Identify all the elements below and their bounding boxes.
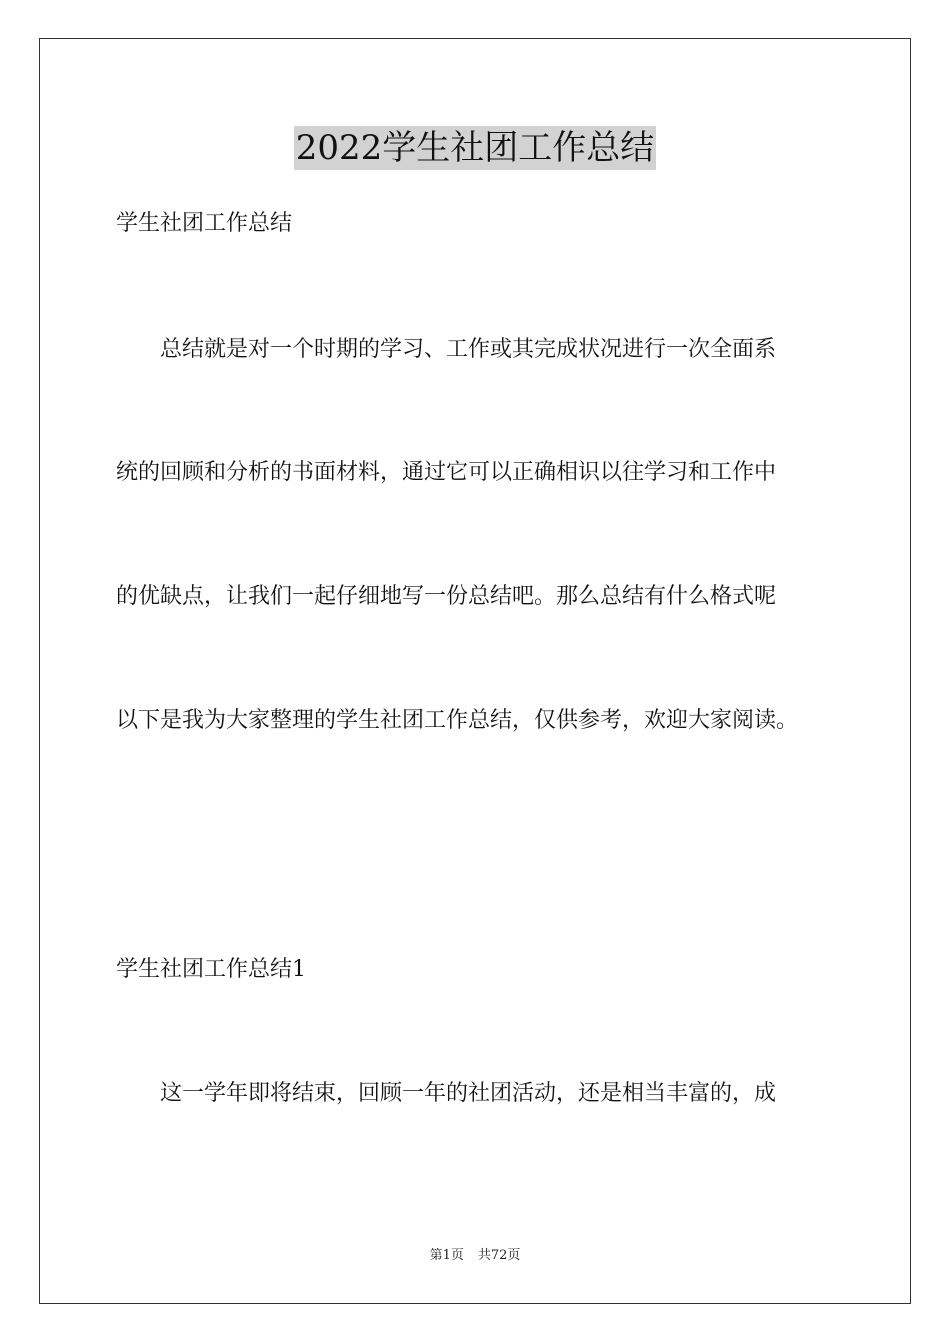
- page-number: 第1页: [429, 1248, 464, 1263]
- document-subtitle: 学生社团工作总结: [116, 211, 293, 236]
- paragraph-line: 的优缺点，让我们一起仔细地写一份总结吧。那么总结有什么格式呢: [116, 584, 777, 609]
- paragraph-line: 总结就是对一个时期的学习、工作或其完成状况进行一次全面系: [116, 337, 777, 362]
- paragraph-line: 这一学年即将结束，回顾一年的社团活动，还是相当丰富的，成: [116, 1081, 777, 1106]
- total-pages: 共72页: [477, 1248, 521, 1263]
- paragraph-line: 统的回顾和分析的书面材料，通过它可以正确相识以往学习和工作中: [116, 460, 777, 485]
- page-footer: [0, 1247, 950, 1265]
- document-title: 2022学生社团工作总结: [295, 128, 655, 168]
- paragraph-line: 以下是我为大家整理的学生社团工作总结，仅供参考，欢迎大家阅读。: [116, 708, 799, 733]
- title-container: [0, 126, 950, 170]
- section-heading: 学生社团工作总结1: [116, 957, 306, 982]
